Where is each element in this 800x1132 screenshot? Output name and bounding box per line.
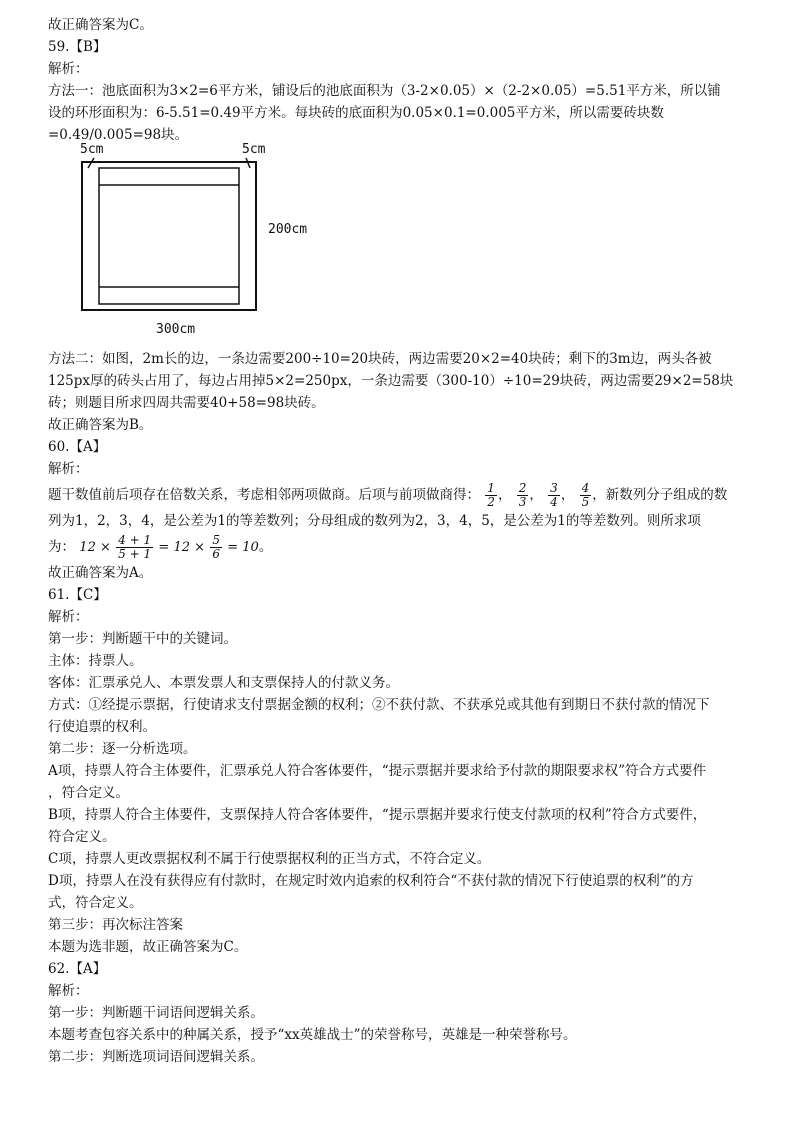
text-line: =0.49/0.005=98块。 xyxy=(48,127,189,143)
text-line: 客体：汇票承兑人、本票发票人和支票保持人的付款义务。 xyxy=(48,675,399,691)
label-left-width: 5cm xyxy=(80,142,104,157)
text-line: 列为1，2，3，4，是公差为1的等差数列；分母组成的数列为2，3，4，5，是公差为1的等差数列。则所求项 xyxy=(48,513,701,529)
text-line: 设的环形面积为：6-5.51=0.49平方米。每块砖的底面积为0.05×0.1=0.005平方米，所以需要砖块数 xyxy=(48,105,664,121)
question-number-59: 59.【B】 xyxy=(48,39,107,55)
text-line: 第二步：判断选项词语间逻辑关系。 xyxy=(48,1049,264,1065)
text-line: 砖；则题目所求四周共需要40+58=98块砖。 xyxy=(48,395,325,411)
text-line: 125px厚的砖头占用了，每边占用掉5×2=250px，一条边需要（300-10）÷10=29块砖，两边需要29×2=58块 xyxy=(48,373,734,389)
text-line: 行使追票的权利。 xyxy=(48,719,156,735)
label-side-length: 200cm xyxy=(268,222,308,237)
formula-fraction-2: $\frac{5}{6}$ xyxy=(212,533,220,561)
formula-line: 为： 12 × $\frac{4 + 1}{5 + 1}$ = 12 × $\frac{5}{6}$ = 10。 xyxy=(48,533,273,561)
side-bricks xyxy=(99,168,239,304)
text-line: 故正确答案为C。 xyxy=(48,17,153,33)
text-line: 解析： xyxy=(48,461,89,477)
pool-diagram-svg xyxy=(76,148,336,344)
fraction-1: $\frac{1}{2}$ xyxy=(487,481,495,509)
text-line: D项，持票人在没有获得应有付款时，在规定时效内追索的权利符合“不获付款的情况下行使追票的权利”的方 xyxy=(48,873,694,889)
text-line: 式，符合定义。 xyxy=(48,895,143,911)
text-line: 第三步：再次标注答案 xyxy=(48,917,183,933)
label-right-width: 5cm xyxy=(242,142,266,157)
text-line: 解析： xyxy=(48,609,89,625)
text-line: ，符合定义。 xyxy=(48,785,129,801)
question-number-60: 60.【A】 xyxy=(48,439,107,455)
text-line: 故正确答案为B。 xyxy=(48,417,153,433)
outer-border xyxy=(82,162,256,310)
text-line: C项，持票人更改票据权利不属于行使票据权利的正当方式，不符合定义。 xyxy=(48,851,491,867)
question-number-62: 62.【A】 xyxy=(48,961,107,977)
question-number-61: 61.【C】 xyxy=(48,587,107,603)
pool-diagram xyxy=(76,142,336,344)
text-line: 解析： xyxy=(48,983,89,999)
text-line: 方式：①经提示票据，行使请求支付票据金额的权利；②不获付款、不获承兑或其他有到期日不获付款的情况下 xyxy=(48,697,710,713)
text-line: 第二步：逐一分析选项。 xyxy=(48,741,197,757)
text-line: 解析： xyxy=(48,61,89,77)
formula-fraction-1: $\frac{4 + 1}{5 + 1}$ xyxy=(118,533,152,561)
text-line: 第一步：判断题干中的关键词。 xyxy=(48,631,237,647)
text-line: 方法二：如图，2m长的边，一条边需要200÷10=20块砖，两边需要20×2=40块砖；剩下的3m边，两头各被 xyxy=(48,351,712,367)
text-line: A项，持票人符合主体要件，汇票承兑人符合客体要件，“提示票据并要求给予付款的期限要求权”符合方式要件 xyxy=(48,763,707,779)
ratio-line: 题干数值前后项存在倍数关系，考虑相邻两项做商。后项与前项做商得： $\frac{1}{2}$ ， $\frac{2}{3}$ ， $\frac{3}{4}$ ， $\frac{4}{5}$ ，新数列分子组成的数 xyxy=(48,481,728,509)
text-line: 第一步：判断题干词语间逻辑关系。 xyxy=(48,1005,264,1021)
label-bottom-length: 300cm xyxy=(156,322,196,337)
fraction-3: $\frac{3}{4}$ xyxy=(550,481,558,509)
fraction-2: $\frac{2}{3}$ xyxy=(518,481,527,509)
fraction-4: $\frac{4}{5}$ xyxy=(581,481,590,509)
text-line: 主体：持票人。 xyxy=(48,653,143,669)
text-line: 故正确答案为A。 xyxy=(48,565,153,581)
text-line: 方法一：池底面积为3×2=6平方米，铺设后的池底面积为（3-2×0.05）×（2-2×0.05）=5.51平方米，所以铺 xyxy=(48,83,721,99)
ratio-text: 题干数值前后项存在倍数关系，考虑相邻两项做商。后项与前项做商得： xyxy=(48,487,480,503)
text-line: 本题为选非题，故正确答案为C。 xyxy=(48,939,248,955)
text-line: B项，持票人符合主体要件，支票保持人符合客体要件，“提示票据并要求行使支付款项的权利”符合方式要件， xyxy=(48,807,707,823)
text-line: 符合定义。 xyxy=(48,829,116,845)
text-line: 本题考查包容关系中的种属关系，授予“xx英雄战士”的荣誉称号，英雄是一种荣誉称号。 xyxy=(48,1027,577,1043)
document-page xyxy=(48,14,768,1068)
